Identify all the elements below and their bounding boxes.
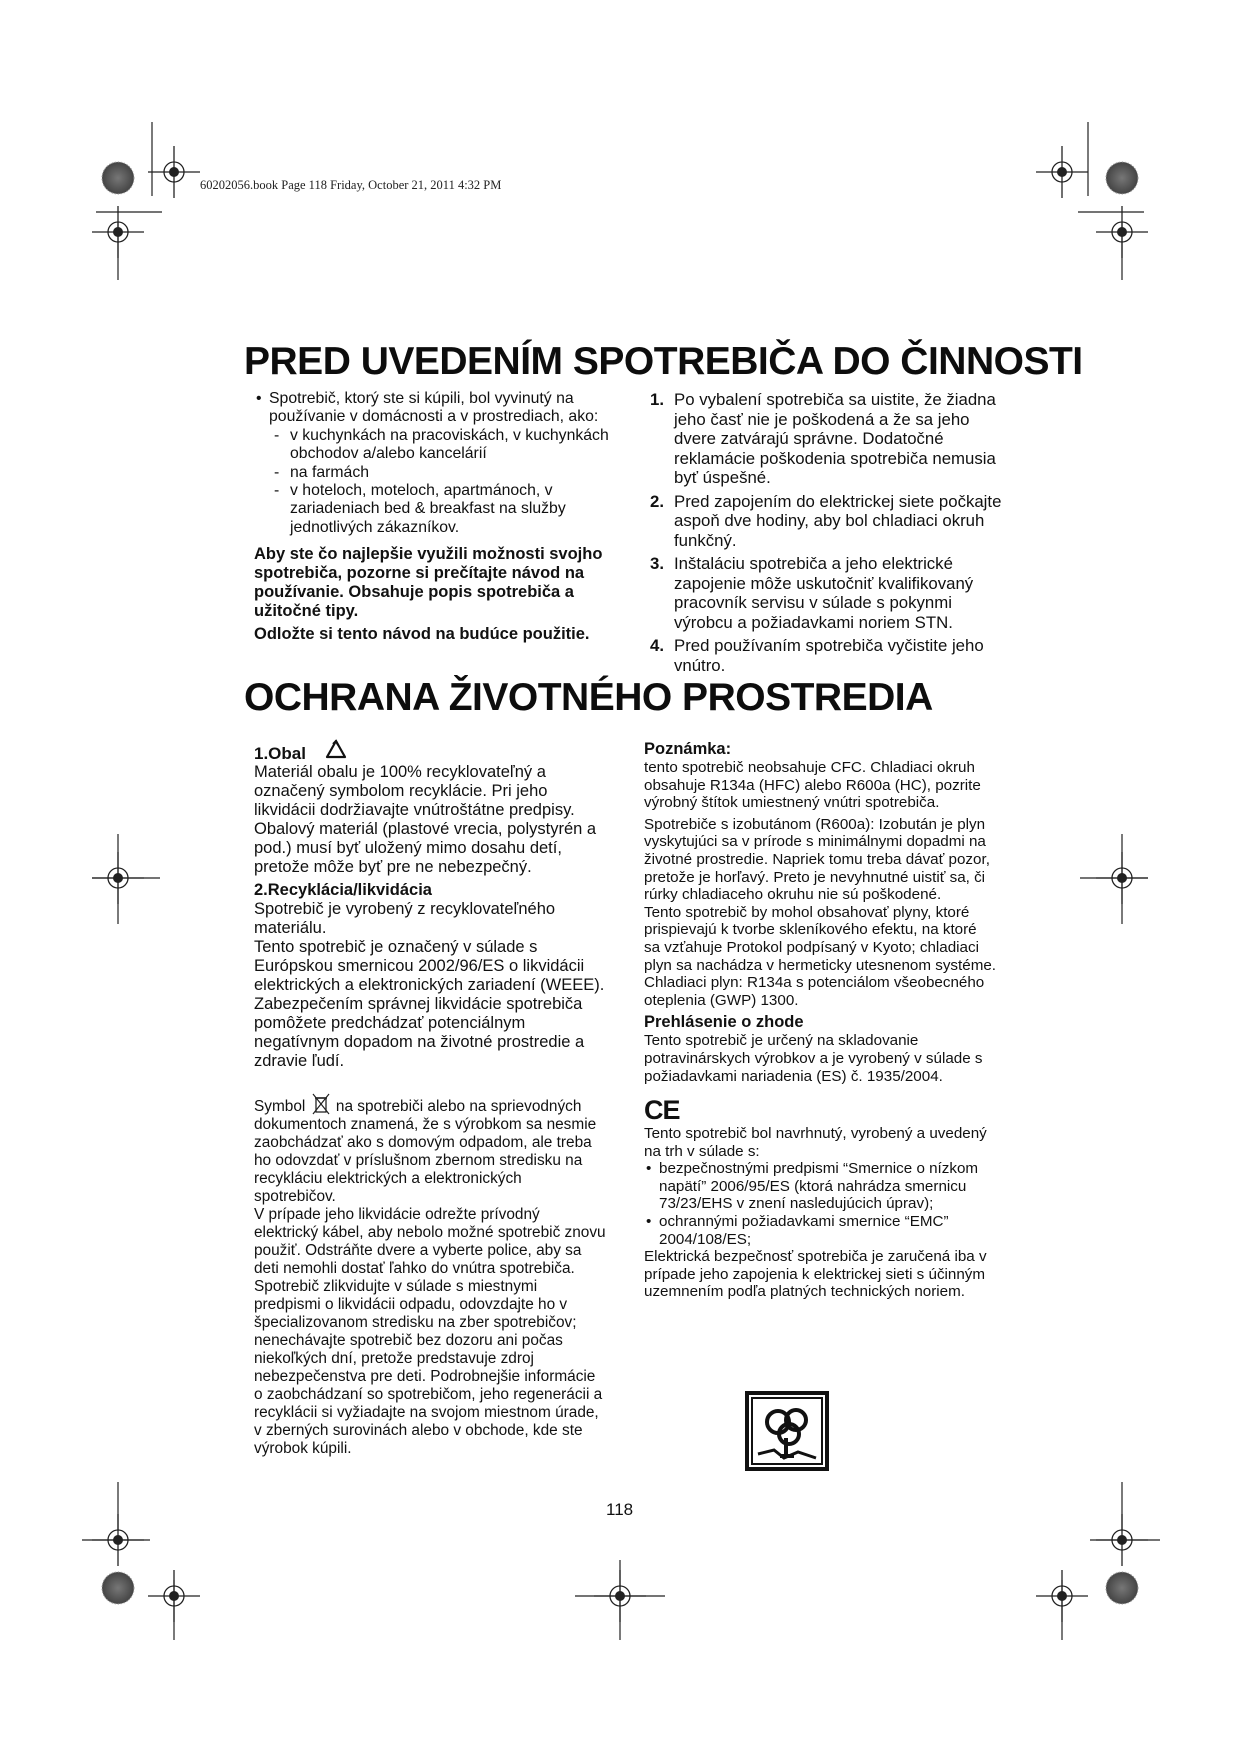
step-text: Pred zapojením do elektrickej siete počkajte aspoň dve hodiny, aby bol chladiaci okruh funkčný.	[674, 491, 1002, 550]
usage-place-item: - na farmách	[254, 464, 614, 482]
step-text: Po vybalení spotrebiča sa uistite, že žiadna jeho časť nie je poškodená a že sa jeho dvere zatvárajú správne. Dodatočné reklamácie poškodenia spotrebiča nemusia byť úspešné.	[674, 390, 996, 487]
intro-column	[254, 390, 614, 644]
step-item	[650, 390, 1006, 488]
section-title-environment: OCHRANA ŽIVOTNÉHO PROSTREDIA	[244, 676, 933, 719]
keep-manual-bold: Odložte si tento návod na budúce použitie.	[254, 625, 590, 644]
packaging-text: Materiál obalu je 100% recyklovateľný a označený symbolom recyklácie. Pri jeho likvidácii dodržiavajte vnútroštátne predpisy. Obalový materiál (plastové vrecia, polystyrén a pod.) musí byť uložený mimo dosahu detí, pretože môže byť pre ne nebezpečný.	[254, 763, 597, 876]
step-item	[650, 554, 1006, 632]
step-item	[650, 636, 1006, 675]
recycling-text-2: Tento spotrebič je označený v súlade s Európskou smernicou 2002/96/ES o likvidácii elektrických a elektronických zariadení (WEEE). Zabezpečením správnej likvidácie spotrebiča pomôžete predchádzať potenciálnym negatívnym dopadom na životné prostredie a zdravie ľudí.	[254, 938, 605, 1070]
environment-right-column	[644, 740, 996, 1301]
note-text-2: Spotrebiče s izobutánom (R600a): Izobután je plyn vyskytujúci sa v prírode s minimálnymi dopadmi na životné prostredie. Napriek tomu treba dávať pozor, pretože je horľavý. Preto je nevyhnutné uistiť sa, či rúrky chladiaceho okruhu nie sú poškodené.	[644, 815, 990, 904]
step-number: 1.	[650, 390, 664, 409]
section-title-before-use: PRED UVEDENÍM SPOTREBIČA DO ČINNOSTI	[244, 340, 1083, 383]
step-text: Pred používaním spotrebiča vyčistite jeho vnútro.	[674, 636, 984, 675]
step-text: Inštaláciu spotrebiča a jeho elektrické zapojenie môže uskutočniť kvalifikovaný pracovník servisu v súlade s pokynmi výrobcu a požiadavkami noriem STN.	[674, 554, 974, 632]
note-text-1: tento spotrebič neobsahuje CFC. Chladiaci okruh obsahuje R134a (HFC) alebo R600a (HC), pozrite výrobný štítok umiestnený vnútri spotrebiča.	[644, 759, 981, 812]
recycle-icon	[323, 738, 349, 762]
ce-mark: CE	[644, 1095, 680, 1126]
crossed-bin-icon	[312, 1093, 330, 1115]
page-number: 118	[606, 1500, 634, 1519]
step-number: 3.	[650, 554, 664, 573]
advice-bold: Aby ste čo najlepšie využili možnosti svojho spotrebiča, pozorne si prečítajte návod na používanie. Obsahuje popis spotrebiča a užitočné tipy.	[254, 545, 603, 621]
directive-bullet: • bezpečnostnými predpismi “Smernice o nízkom napätí” 2006/95/ES (ktorá nahrádza smernicu 73/23/EHS v znení nasledujúcich úprav);	[644, 1160, 996, 1213]
safety-text: Elektrická bezpečnosť spotrebiča je zaručená iba v prípade jeho zapojenia k elektrickej sieti s účinným uzemnením podľa platných technických noriem.	[644, 1248, 987, 1301]
step-number: 2.	[650, 491, 664, 511]
packaging-heading-row	[254, 738, 606, 763]
note-text-3: Tento spotrebič by mohol obsahovať plyny, ktoré prispievajú k tvorbe skleníkového efektu, na ktoré sa vzťahuje Protokol podpísaný v Kyoto; chladiaci plyn sa nachádza v hermeticky utesnenom systéme. Chladiaci plyn: R134a s potenciálom všeobecného oteplenia (GWP) 1300.	[644, 903, 997, 1009]
usage-place-item: - v kuchynkách na pracoviskách, v kuchynkách obchodov a/alebo kancelárií	[254, 427, 614, 464]
recycling-text-1: Spotrebič je vyrobený z recyklovateľného materiálu.	[254, 900, 556, 937]
directive-bullet: • ochrannými požiadavkami smernice “EMC” 2004/108/ES;	[644, 1213, 996, 1248]
packaging-heading: 1.Obal	[254, 744, 306, 763]
declaration-heading: Prehlásenie o zhode	[644, 1013, 804, 1032]
note-heading: Poznámka:	[644, 740, 732, 758]
disposal-text: V prípade jeho likvidácie odrežte prívodný elektrický kábel, aby nebolo možné spotrebič znovu použiť. Odstráňte dvere a vyberte police, aby sa deti nemohli dostať ľahko do vnútra spotrebiča. Spotrebič zlikvidujte v súlade s miestnymi predpismi o likvidácii odpadu, odovzdajte ho v špecializovanom stredisku na zber spotrebičov; nenechávajte spotrebič bez dozoru ani počas niekoľkých dní, pretože predstavuje zdroj nebezpečenstva pre deti. Podrobnejšie informácie o zaobchádzaní so spotrebičom, jeho regenerácii a recyklácii si vyžiadajte na svojom miestnom úrade, v zberných surovinách alebo v obchode, kde ste výrobok kúpili.	[254, 1206, 606, 1457]
intro-bullet: • Spotrebič, ktorý ste si kúpili, bol vyvinutý na používanie v domácnosti a v prostrediach, ako:	[254, 390, 614, 427]
design-text: Tento spotrebič bol navrhnutý, vyrobený a uvedený na trh v súlade s:	[644, 1125, 987, 1160]
step-item	[650, 492, 1006, 551]
weee-symbol-paragraph	[254, 1093, 606, 1206]
symbol-text: na spotrebiči alebo na sprievodných dokumentoch znamená, že s výrobkom sa nesmie zaobchádzať ako s domovým odpadom, ale treba ho odovzdať v príslušnom zbernom stredisku na recykláciu elektrických a elektronických spotrebičov.	[254, 1098, 597, 1205]
step-number: 4.	[650, 636, 664, 655]
environment-tree-logo	[744, 1390, 830, 1472]
symbol-label: Symbol	[254, 1098, 306, 1115]
usage-place-item: - v hoteloch, moteloch, apartmánoch, v zariadeniach bed & breakfast na služby jednotlivých zákazníkov.	[254, 482, 614, 537]
declaration-text: Tento spotrebič je určený na skladovanie potravinárskych výrobkov a je vyrobený v súlade s požiadavkami nariadenia (ES) č. 1935/2004.	[644, 1032, 983, 1085]
file-info-header: 60202056.book Page 118 Friday, October 21, 2011 4:32 PM	[200, 178, 502, 192]
recycling-heading: 2.Recyklácia/likvidácia	[254, 881, 432, 899]
steps-column	[650, 390, 1006, 675]
environment-left-column	[254, 738, 606, 1458]
